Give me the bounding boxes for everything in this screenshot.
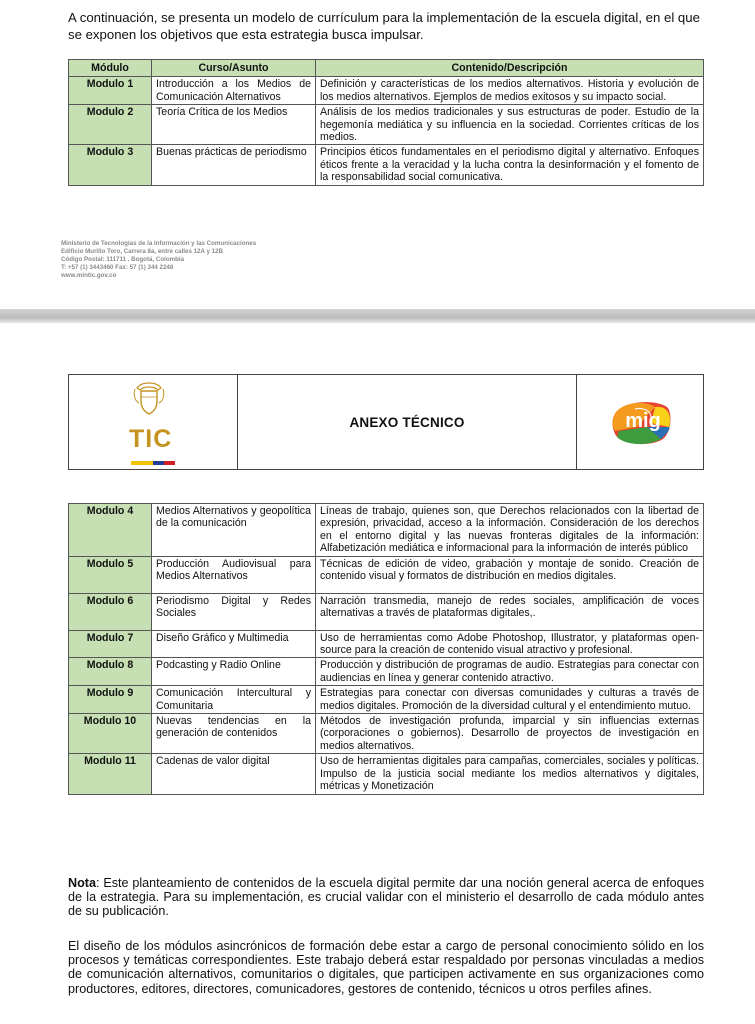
table-row — [69, 593, 704, 630]
module-course: Cadenas de valor digital — [152, 754, 316, 794]
table-row — [69, 630, 704, 658]
module-course: Teoría Crítica de los Medios — [152, 105, 316, 145]
module-course: Medios Alternativos y geopolítica de la comunicación — [152, 504, 316, 557]
colombia-flag-stripe — [131, 461, 175, 465]
footer-website-link[interactable]: www.mintic.gov.co — [61, 272, 117, 279]
note-label: Nota — [68, 876, 96, 890]
page-divider — [0, 309, 755, 323]
table-row — [69, 77, 704, 105]
footer-line: T: +57 (1) 3443460 Fax: 57 (1) 344 2248 — [61, 264, 174, 271]
mig-logo — [577, 375, 703, 469]
table-row — [69, 556, 704, 593]
footer-line: Código Postal: 111711 . Bogotá, Colombia — [61, 256, 185, 263]
table-row — [69, 754, 704, 794]
design-paragraph: El diseño de los módulos asincrónicos de formación debe estar a cargo de personal conocimiento sólido en los procesos y temáticas correspondientes. Este trabajo deberá estar respaldado por personas vinculadas a medios de comunicación alternativos, comunitarios o digitales, que participen activamente en sus organizaciones como productores, editores, directores, comunicadores, gestores de contenido, técnicos u otros perfiles afines. — [68, 939, 704, 996]
tic-logo-text: TIC — [129, 425, 173, 453]
table-row — [69, 686, 704, 714]
document-header — [68, 374, 704, 470]
note-text: : Este planteamiento de contenidos de la escuela digital permite dar una noción general acerca de enfoques de la estrategia. Para su implementación, es crucial validar con el ministerio el desarrollo de cada módulo antes de su publicación. — [68, 876, 704, 918]
module-id: Modulo 10 — [69, 714, 152, 754]
module-content: Métodos de investigación profunda, imparcial y sin influencias externas (corporaciones o gobiernos). Desarrollo de proyectos de investigación en medios alternativos. — [316, 714, 704, 754]
annex-title: ANEXO TÉCNICO — [238, 375, 577, 469]
footer-line: Edificio Murillo Toro, Carrera 8a, entre calles 12A y 12B — [61, 248, 223, 255]
table-row — [69, 714, 704, 754]
module-content: Uso de herramientas como Adobe Photoshop, Illustrator, y plataformas open-source para la creación de contenido visual atractivo y profesional. — [316, 630, 704, 658]
module-content: Líneas de trabajo, quienes son, que Derechos relacionados con la libertad de expresión, privacidad, acceso a la información. Consideración de los derechos en el entorno digital y las nuevas fronteras digitales de la información: Alfabetización mediática e informacional para la información de interés público — [316, 504, 704, 557]
curriculum-table-page1 — [68, 59, 704, 186]
module-id: Modulo 9 — [69, 686, 152, 714]
table-row — [69, 105, 704, 145]
table-row — [69, 145, 704, 185]
module-id: Modulo 1 — [69, 77, 152, 105]
table-row — [69, 504, 704, 557]
module-content: Producción y distribución de programas de audio. Estrategias para conectar con audiencias en línea y generar contenido atractivo. — [316, 658, 704, 686]
header-curso: Curso/Asunto — [152, 60, 316, 77]
table-row — [69, 658, 704, 686]
note-paragraph — [68, 876, 704, 918]
module-content: Uso de herramientas digitales para campañas, comerciales, sociales y políticas. Impulso de la justicia social mediante los medios alternativos y digitales, métricas y Monetización — [316, 754, 704, 794]
module-course: Diseño Gráfico y Multimedia — [152, 630, 316, 658]
module-id: Modulo 2 — [69, 105, 152, 145]
module-content: Análisis de los medios tradicionales y sus estructuras de poder. Estudio de la hegemonía mediática y su influencia en la sociedad. Corrientes críticas de los medios. — [316, 105, 704, 145]
ministry-footer — [61, 240, 256, 280]
module-id: Modulo 7 — [69, 630, 152, 658]
header-contenido: Contenido/Descripción — [316, 60, 704, 77]
curriculum-table-page2 — [68, 503, 704, 795]
module-id: Modulo 4 — [69, 504, 152, 557]
module-content: Técnicas de edición de video, grabación y montaje de sonido. Creación de contenido visual y formatos de distribución en medios digitales. — [316, 556, 704, 593]
module-course: Comunicación Intercultural y Comunitaria — [152, 686, 316, 714]
footer-line: Ministerio de Tecnologías de la Información y las Comunicaciones — [61, 240, 257, 247]
module-course: Periodismo Digital y Redes Sociales — [152, 593, 316, 630]
module-id: Modulo 11 — [69, 754, 152, 794]
module-content: Estrategias para conectar con diversas comunidades y culturas a través de medios digitales. Promoción de la diversidad cultural y el entendimiento mutuo. — [316, 686, 704, 714]
module-content: Principios éticos fundamentales en el periodismo digital y alternativo. Enfoques éticos frente a la veracidad y la lucha contra la desinformación y el fomento de la responsabilidad social comunicativa. — [316, 145, 704, 185]
intro-paragraph: A continuación, se presenta un modelo de currículum para la implementación de la escuela digital, en el que se exponen los objetivos que esta estrategia busca impulsar. — [68, 10, 700, 42]
module-course: Introducción a los Medios de Comunicación Alternativos — [152, 77, 316, 105]
coat-of-arms-icon — [131, 381, 167, 417]
module-id: Modulo 5 — [69, 556, 152, 593]
mig-logo-text: mig — [625, 410, 661, 432]
module-id: Modulo 6 — [69, 593, 152, 630]
header-modulo: Módulo — [69, 60, 152, 77]
module-content: Definición y características de los medios alternativos. Historia y evolución de los medios alternativos. Ejemplos de medios exitosos y su impacto social. — [316, 77, 704, 105]
tic-logo — [69, 375, 238, 469]
module-content: Narración transmedia, manejo de redes sociales, amplificación de voces alternativas a través de plataformas digitales,. — [316, 593, 704, 630]
module-id: Modulo 3 — [69, 145, 152, 185]
module-course: Nuevas tendencias en la generación de contenidos — [152, 714, 316, 754]
module-course: Buenas prácticas de periodismo — [152, 145, 316, 185]
module-id: Modulo 8 — [69, 658, 152, 686]
module-course: Producción Audiovisual para Medios Alternativos — [152, 556, 316, 593]
module-course: Podcasting y Radio Online — [152, 658, 316, 686]
mig-logo-icon — [607, 397, 677, 447]
table-header-row — [69, 60, 704, 77]
